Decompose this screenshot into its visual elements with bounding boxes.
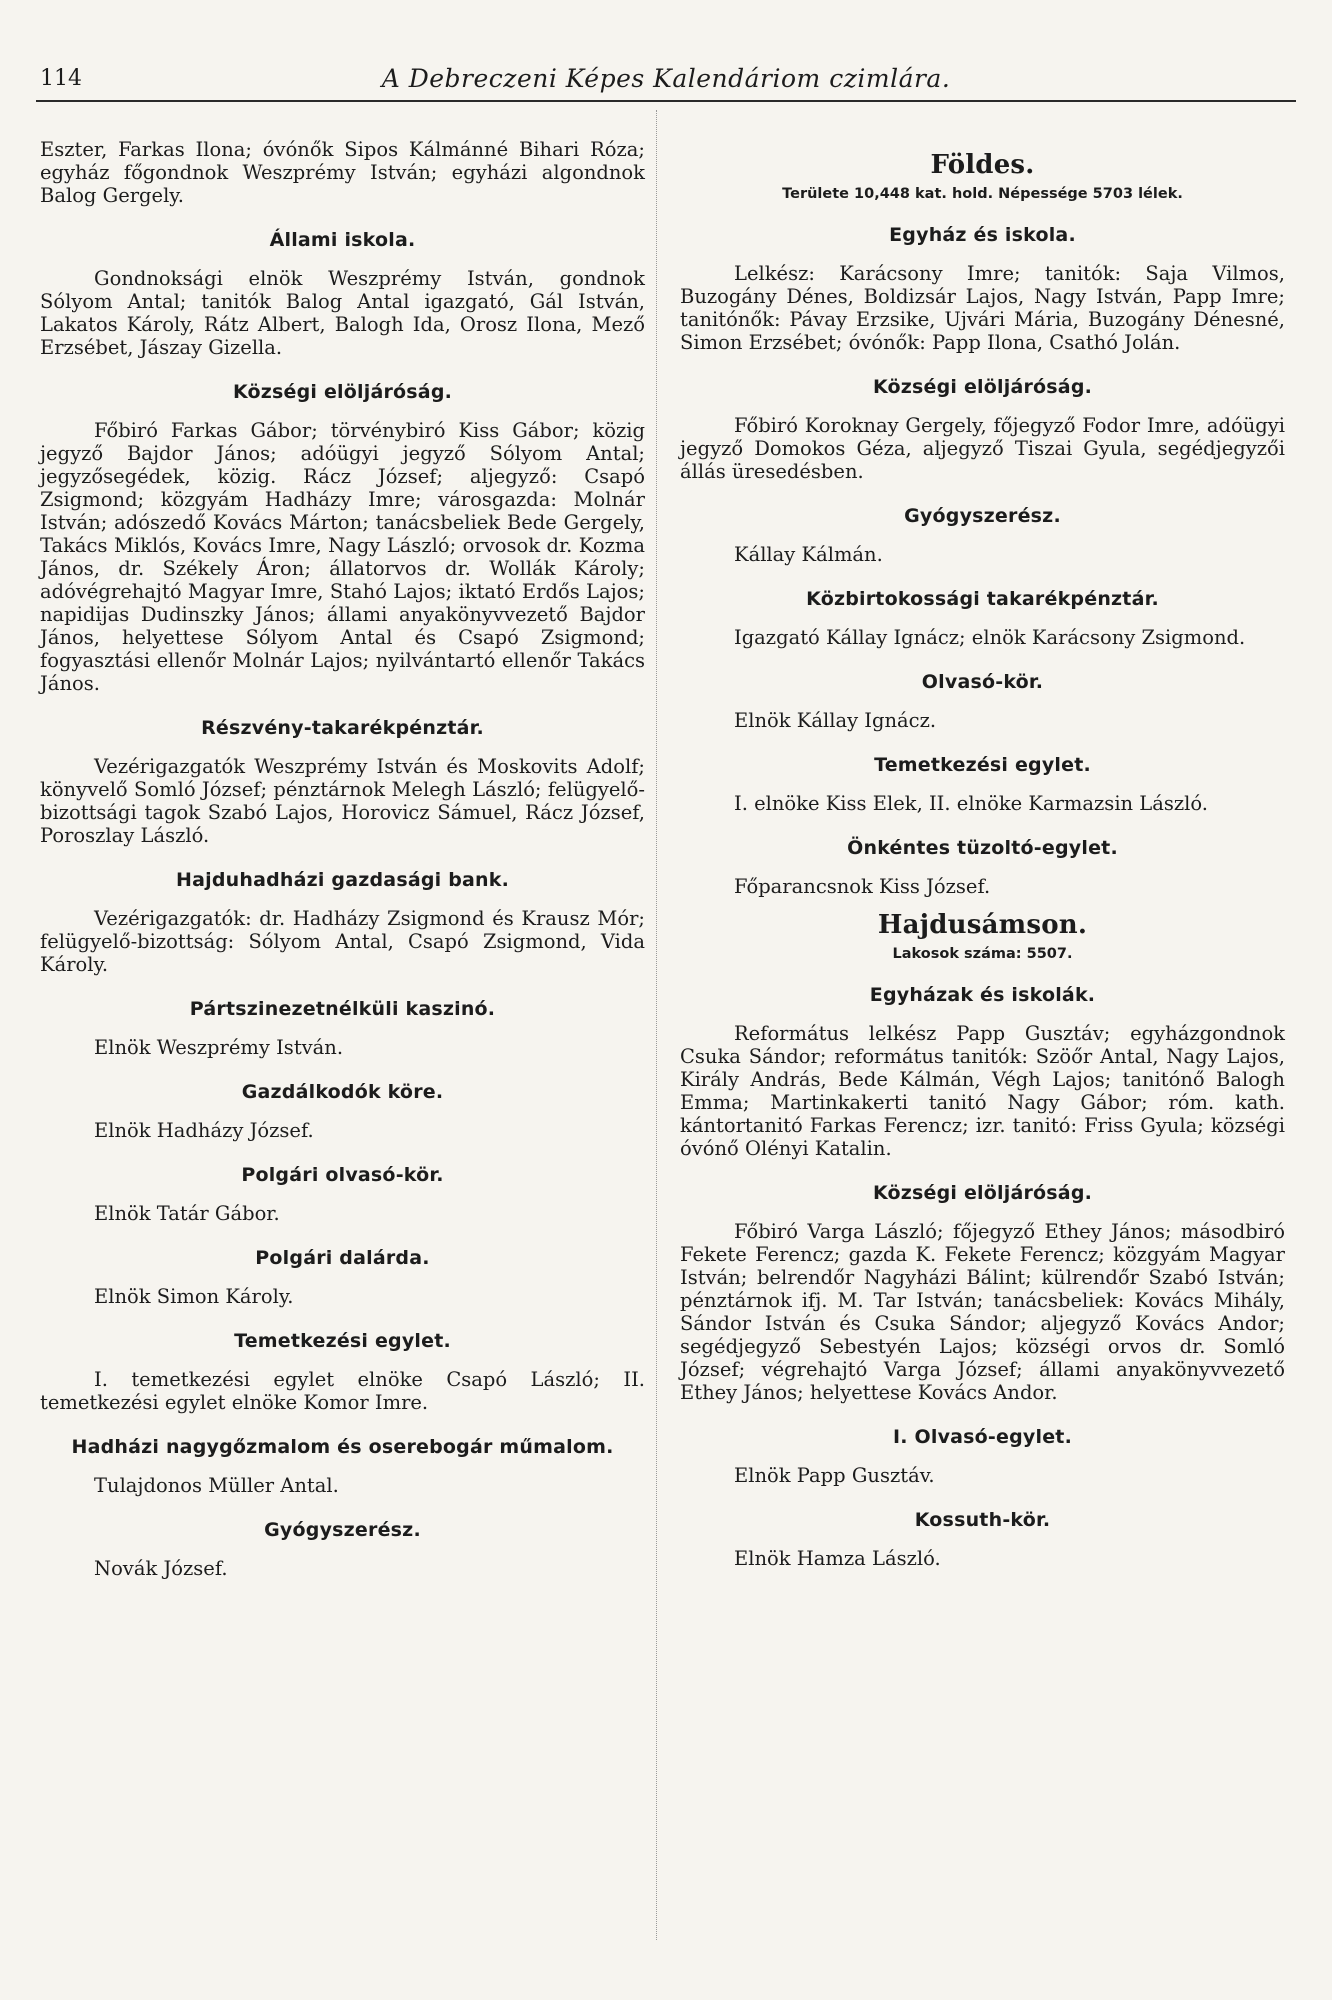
entry-text: Elnök Kállay Ignácz. xyxy=(734,709,937,732)
section-heading: Gazdálkodók köre. xyxy=(241,1081,444,1103)
column-divider xyxy=(656,110,657,1940)
running-title: A Debreczeni Képes Kalendáriom czimlára. xyxy=(381,64,951,93)
section-heading: Polgári olvasó-kör. xyxy=(241,1164,444,1186)
town-heading: Hajdusámson. xyxy=(877,910,1088,940)
section-heading: I. Olvasó-egylet. xyxy=(893,1426,1072,1448)
entry-text: Kállay Kálmán. xyxy=(734,543,883,566)
page-number: 114 xyxy=(40,66,82,91)
section-heading: Gyógyszerész. xyxy=(904,505,1061,527)
town-statistics: Területe 10,448 kat. hold. Népessége 5703 lélek. xyxy=(782,186,1183,202)
entry-text: Elnök Hamza László. xyxy=(734,1547,941,1570)
town-statistics: Lakosok száma: 5507. xyxy=(892,946,1073,962)
section-heading: Közbirtokossági takarékpénztár. xyxy=(806,588,1159,610)
section-heading: Hajduhadházi gazdasági bank. xyxy=(175,869,509,891)
left-column xyxy=(40,138,645,1580)
entry-text: Elnök Tatár Gábor. xyxy=(94,1202,280,1225)
entry-text: Elnök Hadházy József. xyxy=(94,1119,314,1142)
entry-text: Lelkész: Karácsony Imre; tanitók: Saja Vilmos, Buzogány Dénes, Boldizsár Lajos, Nagy István, Papp Imre; tanitónők: Pávay Erzsike, Ujvári Mária, Buzogány Dénesné, Simon Erzsébet; óvónők: Papp Ilona, Csathó Jolán. xyxy=(680,262,1285,354)
entry-text: Novák József. xyxy=(94,1557,228,1580)
section-heading: Temetkezési egylet. xyxy=(874,754,1091,776)
entry-text: Igazgató Kállay Ignácz; elnök Karácsony Zsigmond. xyxy=(734,626,1246,649)
entry-text: Főbiró Varga László; főjegyző Ethey János; másodbiró Fekete Ferencz; gazda K. Fekete Ferencz; közgyám Magyar István; belrendőr Nagyházi Bálint; külrendőr Szabó István; pénztárnok ifj. M. Tar István; tanácsbeliek: Kovács Mihály, Sándor István és Csuka Sándor; aljegyző Kovács Andor; segédjegyző Sebestyén Lajos; községi orvos dr. Somló József; végrehajtó Varga József; állami anyakönyvvezető Ethey János; helyettese Kovács Andor. xyxy=(680,1220,1285,1404)
entry-text: I. elnöke Kiss Elek, II. elnöke Karmazsin László. xyxy=(734,792,1208,815)
section-heading: Községi elöljáróság. xyxy=(872,1182,1093,1204)
section-heading: Olvasó-kör. xyxy=(921,671,1044,693)
section-heading: Állami iskola. xyxy=(269,229,416,251)
section-heading: Temetkezési egylet. xyxy=(234,1330,451,1352)
entry-text: Elnök Weszprémy István. xyxy=(94,1036,344,1059)
entry-text: Református lelkész Papp Gusztáv; egyházgondnok Csuka Sándor; református tanitók: Szöőr Antal, Nagy Lajos, Király András, Bede Kálmán, Végh Lajos; tanitónő Balogh Emma; Martinkakerti tanitó Nagy Gábor; róm. kath. kántortanitó Farkas Ferencz; izr. tanitó: Friss Gyula; községi óvónő Olényi Katalin. xyxy=(680,1022,1285,1160)
section-heading: Gyógyszerész. xyxy=(264,1519,421,1541)
entry-text: Tulajdonos Müller Antal. xyxy=(94,1474,339,1497)
section-heading: Pártszinezetnélküli kaszinó. xyxy=(189,998,496,1020)
section-heading: Polgári dalárda. xyxy=(255,1247,430,1269)
right-column xyxy=(680,138,1285,1570)
entry-text: Vezérigazgatók: dr. Hadházy Zsigmond és Krausz Mór; felügyelő-bizottság: Sólyom Antal, Csapó Zsigmond, Vida Károly. xyxy=(40,907,645,976)
section-heading: Részvény-takarékpénztár. xyxy=(201,717,484,739)
section-heading: Egyház és iskola. xyxy=(889,224,1076,246)
section-heading: Egyházak és iskolák. xyxy=(869,984,1096,1006)
entry-text: Főparancsnok Kiss József. xyxy=(734,875,991,898)
section-heading: Önkéntes tüzoltó-egylet. xyxy=(847,837,1118,859)
entry-text: Elnök Papp Gusztáv. xyxy=(734,1464,935,1487)
section-heading: Hadházi nagygőzmalom és oserebogár műmalom. xyxy=(71,1436,614,1458)
section-heading: Községi elöljáróság. xyxy=(232,381,453,403)
entry-text: Főbiró Koroknay Gergely, főjegyző Fodor Imre, adóügyi jegyző Domokos Géza, aljegyző Tiszai Gyula, segédjegyzői állás üresedésben. xyxy=(680,414,1285,483)
entry-text: Elnök Simon Károly. xyxy=(94,1285,294,1308)
section-heading: Községi elöljáróság. xyxy=(872,376,1093,398)
entry-text: Vezérigazgatók Weszprémy István és Moskovits Adolf; könyvelő Somló József; pénztárnok Melegh László; felügyelő-bizottsági tagok Szabó Lajos, Horovicz Sámuel, Rácz József, Poroszlay László. xyxy=(40,755,645,847)
running-head xyxy=(36,60,1296,102)
entry-text: Főbiró Farkas Gábor; törvénybiró Kiss Gábor; közig jegyző Bajdor János; adóügyi jegyző Sólyom Antal; jegyzősegédek, közig. Rácz József; aljegyző: Csapó Zsigmond; közgyám Hadházy Imre; városgazda: Molnár István; adószedő Kovács Márton; tanácsbeliek Bede Gergely, Takács Miklós, Kovács Imre, Nagy László; orvosok dr. Kozma János, dr. Székely Áron; állatorvos dr. Wollák Károly; adóvégrehajtó Magyar Imre, Stahó Lajos; iktató Erdős Lajos; napidijas Dudinszky János; állami anyakönyvvezető Bajdor János, helyettese Sólyom Antal és Csapó Zsigmond; fogyasztási ellenőr Molnár Lajos; nyilvántartó ellenőr Takács János. xyxy=(40,419,645,695)
town-heading: Földes. xyxy=(930,150,1035,180)
entry-text: Eszter, Farkas Ilona; óvónők Sipos Kálmánné Bihari Róza; egyház főgondnok Weszprémy István; egyházi algondnok Balog Gergely. xyxy=(40,138,645,207)
entry-text: Gondnoksági elnök Weszprémy István, gondnok Sólyom Antal; tanitók Balog Antal igazgató, Gál István, Lakatos Károly, Rátz Albert, Balogh Ida, Orosz Ilona, Mező Erzsébet, Jászay Gizella. xyxy=(40,267,645,359)
entry-text: I. temetkezési egylet elnöke Csapó László; II. temetkezési egylet elnöke Komor Imre. xyxy=(40,1368,645,1414)
section-heading: Kossuth-kör. xyxy=(914,1509,1051,1531)
